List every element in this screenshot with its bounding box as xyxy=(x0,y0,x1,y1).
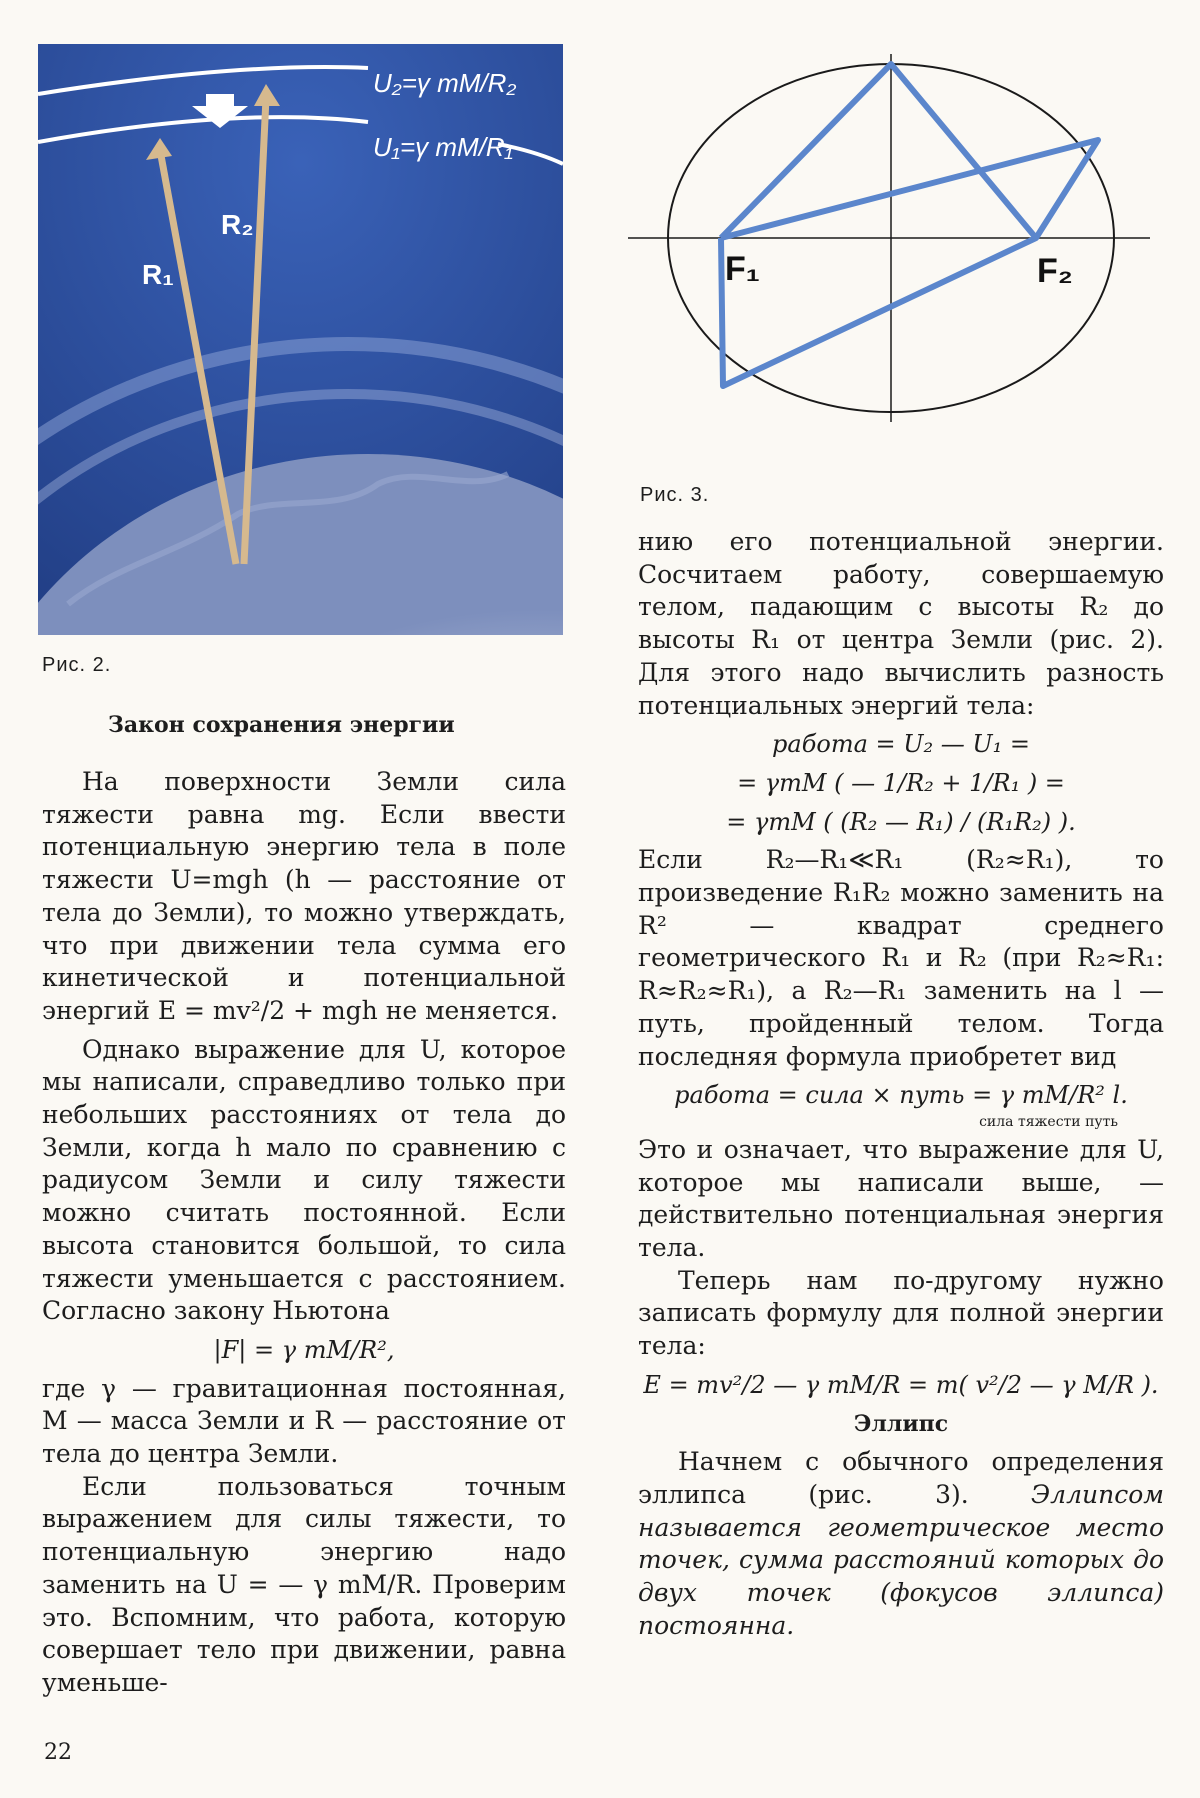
paragraph: Если R₂—R₁≪R₁ (R₂≈R₁), то произведение R₁R₂ можно заменить на R² — квадрат среднего геометрического R₁ и R₂ (при R₂≈R₁: R≈R₂≈R₁), а R₂—R₁ заменить на l — путь, пройденный телом. Тогда последняя формула приобретет вид xyxy=(638,845,1164,1071)
work-force-path-formula: работа = сила × путь = γ mM/R² l. xyxy=(674,1081,1128,1110)
focal-distance-lines xyxy=(721,64,1098,386)
paragraph-ellipse-definition xyxy=(638,1446,1164,1642)
paragraph: Если пользоваться точным выражением для силы тяжести, то потенциальную энергию надо заменить на U = — γ mM/R. Проверим это. Вспомним, что работа, которую совершает тело при движении, равна уменьше- xyxy=(42,1471,566,1697)
formula-annotation: сила тяжести путь xyxy=(979,1113,1118,1130)
page-number: 22 xyxy=(44,1740,72,1765)
f2-label: F₂ xyxy=(1037,252,1073,290)
total-energy-formula: E = mv²/2 — γ mM/R = m( v²/2 — γ M/R ). xyxy=(643,1370,1159,1399)
work-formula-line-2: = γmM ( — 1/R₂ + 1/R₁ ) = xyxy=(737,768,1065,797)
figure-2-illustration xyxy=(38,44,563,635)
r2-label: R₂ xyxy=(221,209,254,240)
figure-3-illustration xyxy=(625,50,1150,450)
definition-intro: Начнем с обычного определения эллипса (рис. 3). xyxy=(638,1447,1164,1509)
newton-formula: |F| = γ mM/R², xyxy=(213,1335,395,1364)
paragraph: Теперь нам по-другому нужно записать формулу для полной энергии тела: xyxy=(638,1265,1164,1361)
paragraph: где γ — гравитационная постоянная, M — масса Земли и R — расстояние от тела до центра Земли. xyxy=(42,1373,566,1469)
paragraph: Однако выражение для U, которое мы написали, справедливо только при небольших расстояниях от тела до Земли, когда h мало по сравнению с радиусом Земли и силу тяжести можно считать постоянной. Если высота становится большой, то сила тяжести уменьшается с расстоянием. Согласно закону Ньютона xyxy=(42,1034,566,1326)
figure-2-caption: Рис. 2. xyxy=(42,654,112,676)
work-formula-line-1: работа = U₂ — U₁ = xyxy=(772,730,1030,759)
work-formula-line-3: = γmM ( (R₂ — R₁) / (R₁R₂) ). xyxy=(726,807,1076,836)
u1-formula-label: U₁=γ mM/R₁ xyxy=(373,132,513,162)
f1-label: F₁ xyxy=(725,250,760,288)
r1-label: R₁ xyxy=(142,259,174,290)
u2-formula-label: U₂=γ mM/R₂ xyxy=(373,68,517,98)
paragraph: Это и означает, что выражение для U, которое мы написали выше, — действительно потенциальная энергия тела. xyxy=(638,1134,1164,1263)
paragraph: нию его потенциальной энергии. Сосчитаем работу, совершаемую телом, падающим с высоты R₂ до высоты R₁ от центра Земли (рис. 2). Для этого надо вычислить разность потенциальных энергий тела: xyxy=(638,527,1164,720)
figure-3-caption: Рис. 3. xyxy=(640,484,710,506)
ellipse-diagram xyxy=(625,50,1150,450)
gravity-potential-diagram xyxy=(38,44,563,635)
section-heading-energy: Закон сохранения энергии xyxy=(108,712,455,738)
definition-emphasis: Эллипсом называется геометрическое место точек, сумма расстояний которых до двух точек (фокусов эллипса) постоянна. xyxy=(638,1479,1164,1640)
section-heading-ellipse: Эллипс xyxy=(853,1410,949,1437)
paragraph: На поверхности Земли сила тяжести равна mg. Если ввести потенциальную энергию тела в поле тяжести U=mgh (h — расстояние от тела до Земли), то можно утверждать, что при движении тела сумма его кинетической и потенциальной энергий E = mv²/2 + mgh не меняется. xyxy=(42,767,566,1025)
left-text-column xyxy=(42,766,566,1700)
right-text-column xyxy=(638,526,1164,1643)
